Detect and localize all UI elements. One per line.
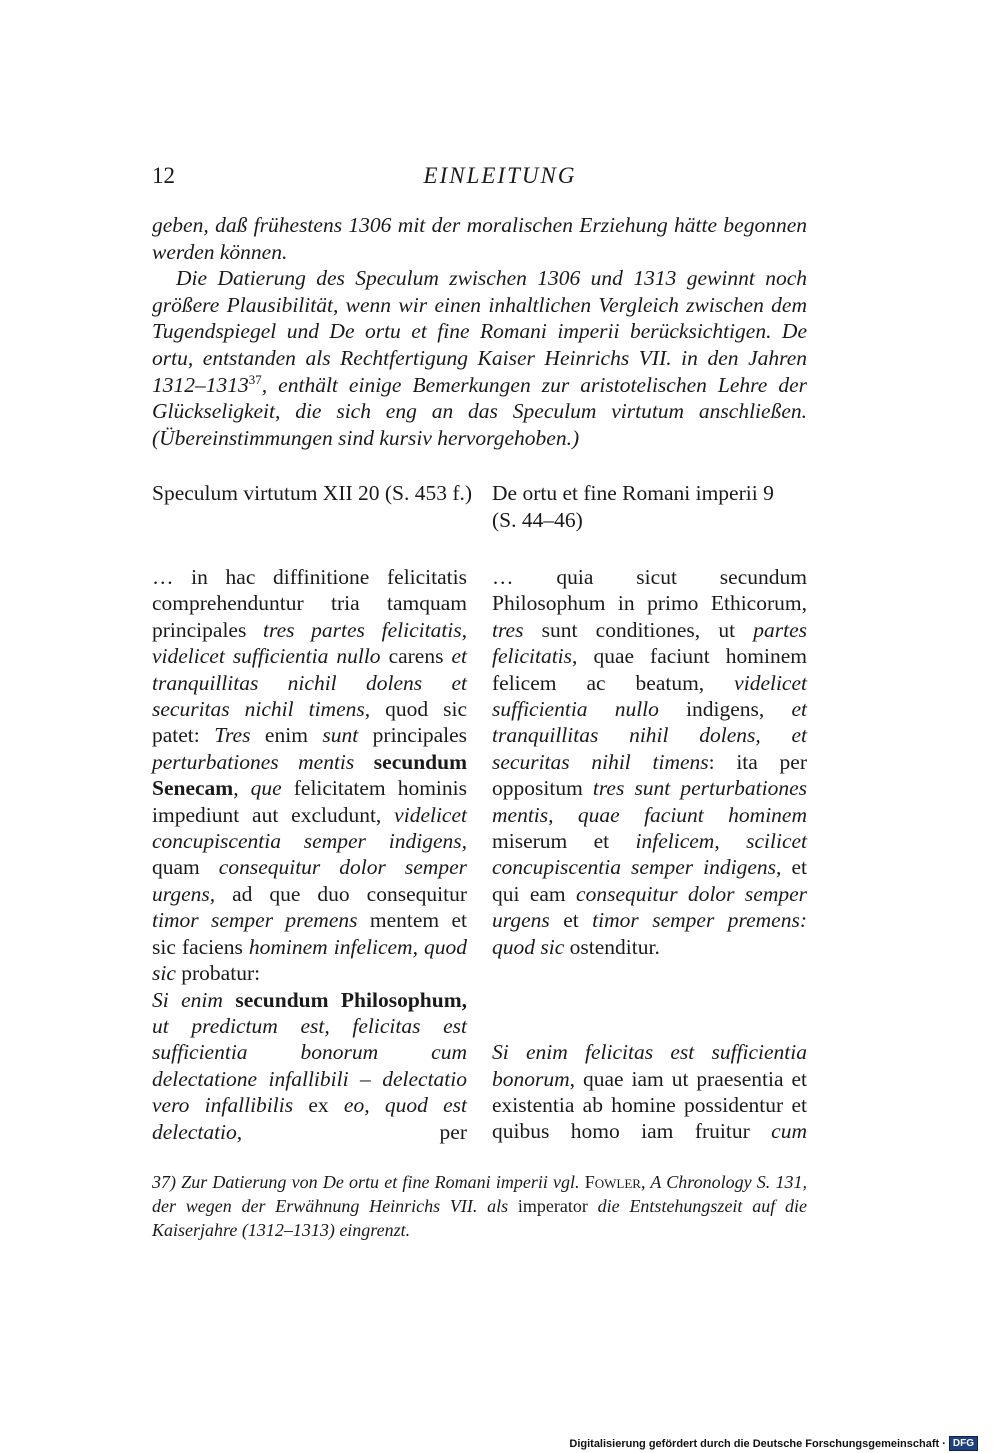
italic-text: et tranquillitas nihil dolens, et securitas nihil timens <box>492 697 807 774</box>
intro-paragraph-1: geben, daß frühestens 1306 mit der moralischen Erziehung hätte begonnen werden können. <box>152 213 807 264</box>
text: … in hac diffinitione felicitatis comprehenduntur tria tamquam principales <box>152 565 467 642</box>
italic-text: tres partes felicitatis, videlicet sufficientia nullo <box>152 617 468 669</box>
text: ex <box>293 1093 344 1118</box>
italic-text: Si enim felicitas est sufficientia bonorum <box>492 1040 807 1091</box>
text: et <box>549 908 593 933</box>
bold-text: secundum Philosophum, <box>235 987 467 1012</box>
italic-text: timor semper premens <box>152 908 358 933</box>
author-name: Fowler <box>584 1172 641 1192</box>
italic-text: videlicet sufficientia nullo <box>492 670 807 722</box>
text: , <box>714 829 747 854</box>
text: , quae faciunt hominem felicem ac beatum, <box>492 644 807 695</box>
italic-text: die Entstehungszeit auf die Kaiserjahre (1312–1313) eingrenzt. <box>152 1196 807 1240</box>
text: : ita per oppositum <box>492 749 808 801</box>
right-heading-line-1: De ortu et fine Romani imperii 9 <box>492 481 774 505</box>
intro-paragraph-2 <box>152 265 807 451</box>
bold-text: secundum Senecam <box>152 749 467 801</box>
text: , <box>233 776 251 801</box>
text: per <box>242 1119 467 1144</box>
intro-text <box>152 212 807 451</box>
left-paragraph-1 <box>152 564 467 987</box>
italic-text: Tres <box>214 723 251 748</box>
italic-text: eo, quod est delectatio, <box>152 1093 467 1144</box>
text: ostenditur. <box>564 934 660 959</box>
italic-text: , A Chronology S. 131, der wegen der Erwähnung Heinrichs VII. als <box>152 1172 807 1216</box>
intro-p2-text: Die Datierung des Speculum zwischen 1306 und 1313 gewinnt noch größere Plausibilität, wenn wir einen inhaltlichen Vergleich zwischen dem Tugendspiegel und De ortu et fine Romani imperii berücksichtigen. De ortu, entstanden als Rechtfertigung Kaiser Heinrichs VII. in den Jahren 1312–1313 <box>152 266 807 397</box>
page-number: 12 <box>152 163 175 188</box>
footnote-ref: 37 <box>248 371 262 387</box>
right-paragraph-2 <box>492 1039 807 1145</box>
italic-text: videlicet concupiscentia semper indigens, <box>152 802 467 854</box>
italic-text: tres sunt perturbationes mentis, quae faciunt hominem <box>492 776 807 827</box>
italic-text: consequitur dolor semper urgens, <box>152 855 467 906</box>
right-paragraph-1 <box>492 564 807 960</box>
italic-text: consequitur dolor semper urgens <box>492 881 807 933</box>
italic-text: 37) Zur Datierung von De ortu et fine Romani imperii vgl. <box>152 1172 585 1192</box>
italic-text: scilicet concupiscentia semper indigens, <box>492 829 807 880</box>
intro-p2-text-cont: , enthält einige Bemerkungen zur aristotelischen Lehre der Glückseligkeit, die sich eng an das Speculum virtutum anschließen. (Übereinstimmungen sind kursiv hervorgehoben.) <box>152 372 807 450</box>
text: , quae iam ut praesentia et existentia ab homine possidentur et quibus homo iam fruitur <box>492 1066 807 1144</box>
text: imperator <box>517 1196 588 1216</box>
italic-text: que <box>250 776 282 801</box>
text: felicitatem hominis impediunt aut excludunt, <box>152 776 467 827</box>
text: probatur: <box>175 961 261 986</box>
text: mentem et sic faciens <box>152 908 467 959</box>
right-column-text <box>492 564 807 1145</box>
italic-text: timor semper premens: quod sic <box>492 908 807 959</box>
italic-text: Si enim <box>152 987 223 1012</box>
right-heading-line-2: (S. 44–46) <box>492 508 583 532</box>
text <box>223 988 235 1012</box>
credit-text: Digitalisierung gefördert durch die Deutsche Forschungsgemeinschaft · <box>569 1437 946 1450</box>
left-column-heading: Speculum virtutum XII 20 (S. 453 f.) <box>152 481 473 505</box>
dfg-logo-icon: DFG <box>949 1436 978 1451</box>
right-column-heading <box>492 480 774 534</box>
italic-text: ut predictum est, felicitas est sufficientia bonorum cum delectatione infallibili – delectatio vero infallibilis <box>152 1013 467 1118</box>
digitization-credit <box>569 1436 978 1451</box>
text: enim <box>250 723 323 748</box>
footnote <box>152 1170 807 1242</box>
italic-text: et tranquillitas nichil dolens et securitas nichil timens, <box>152 644 467 722</box>
left-column-text <box>152 564 467 1145</box>
italic-text: cum <box>771 1119 807 1144</box>
italic-text: perturbationes mentis <box>152 749 355 774</box>
left-paragraph-2 <box>152 987 467 1145</box>
running-head: EINLEITUNG <box>423 163 577 188</box>
text: principales <box>358 723 467 748</box>
text: miserum et <box>492 829 636 854</box>
text: sunt conditiones, ut <box>523 617 754 642</box>
text: ad que duo consequitur <box>215 881 467 906</box>
text: indigens, <box>658 697 792 722</box>
text <box>354 750 374 774</box>
italic-text: infelicem <box>635 829 715 854</box>
text: carens <box>380 644 452 669</box>
italic-text: sunt <box>322 723 359 748</box>
italic-text: hominem infelicem, quod sic <box>152 934 468 986</box>
text: quam <box>152 855 219 880</box>
italic-text: partes felicitatis <box>492 617 807 669</box>
text: … quia sicut secundum Philosophum in primo Ethicorum, <box>492 565 807 616</box>
text: et qui eam <box>492 855 807 906</box>
italic-text: tres <box>492 617 524 642</box>
text: quod sic patet: <box>152 697 467 748</box>
